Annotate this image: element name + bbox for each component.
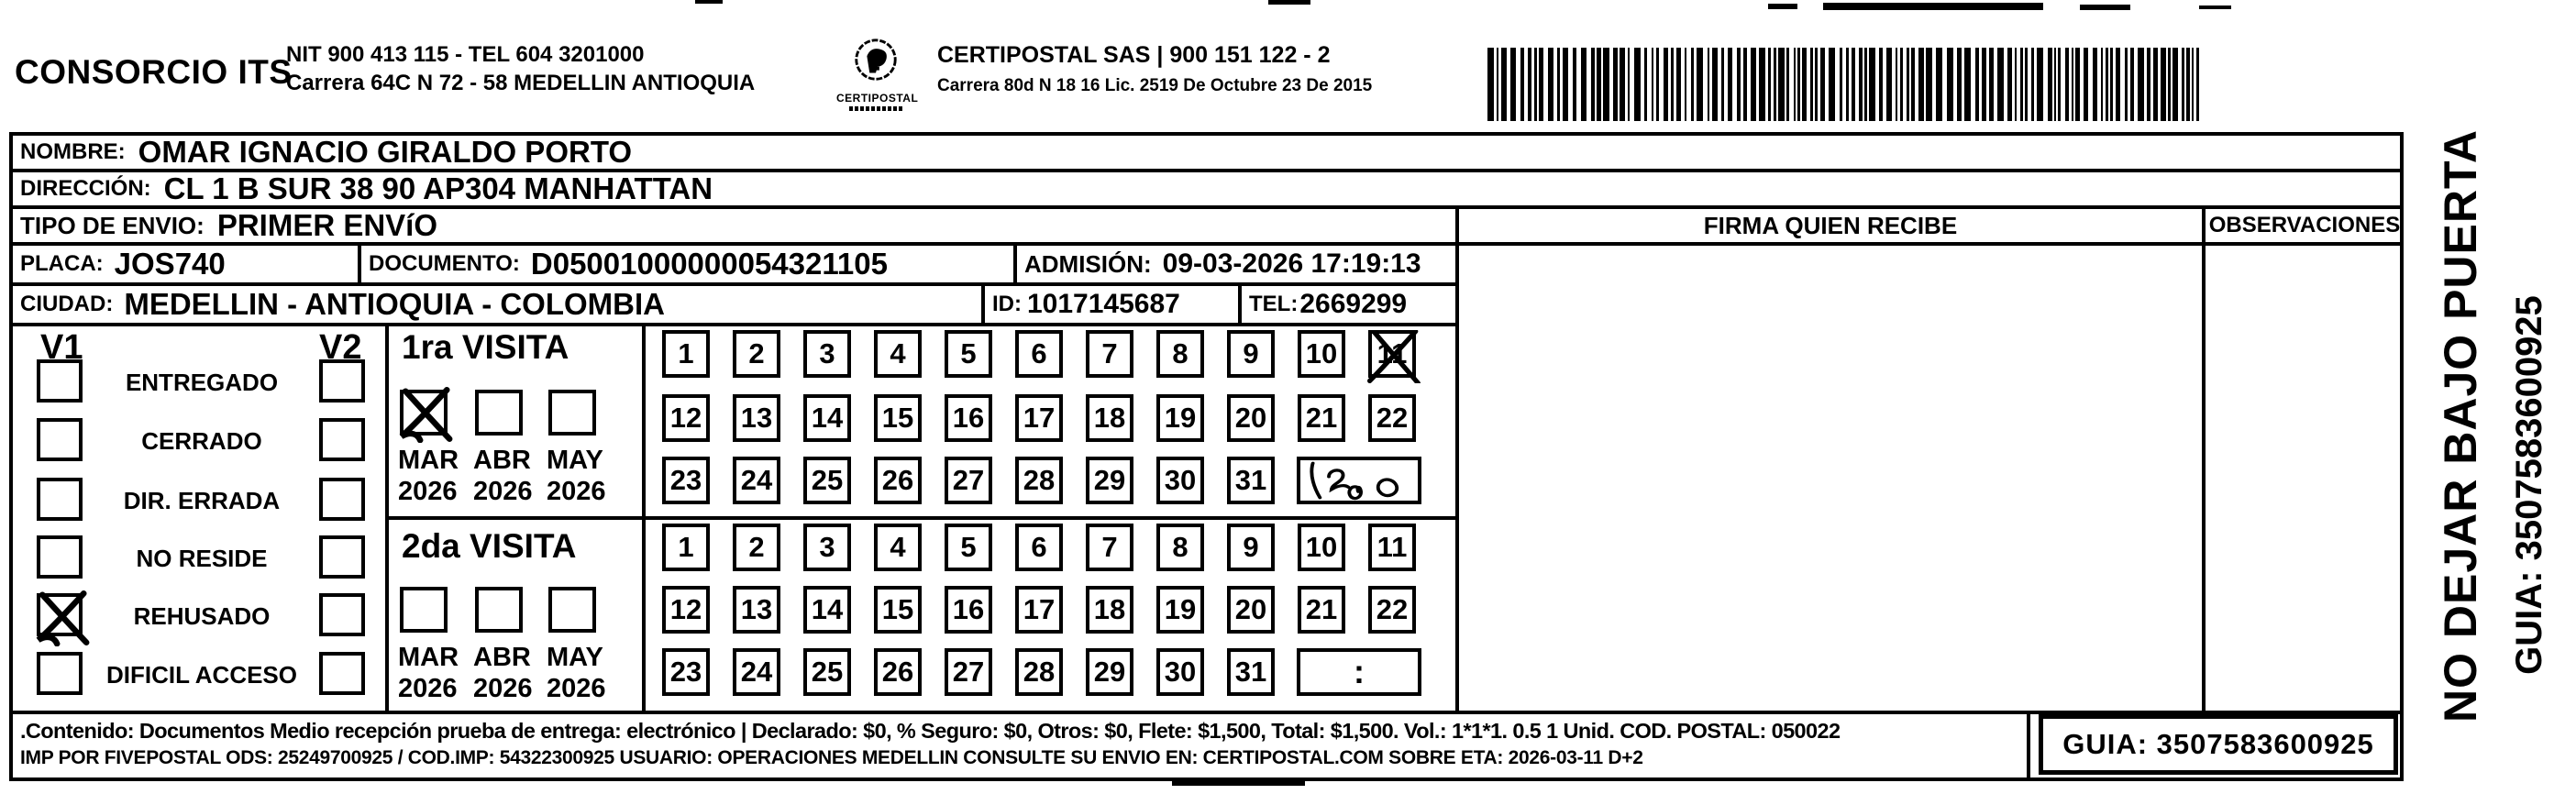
side-guia-number: GUIA: 3507583600925 [2509,295,2549,675]
day-cell-13: 13 [733,394,780,442]
sender-company-info [286,40,755,97]
barcode [1487,48,2217,121]
day-cell-1: 1 [662,524,710,571]
month-option-abr [473,587,533,704]
month-name: MAR [398,643,459,672]
checkbox-v2 [319,359,365,403]
placa-cell [13,246,361,282]
sender-info-line1: NIT 900 413 115 - TEL 604 3201000 [286,42,645,67]
scan-artifact [1268,0,1310,5]
status-option-label: REHUSADO [133,602,271,630]
month-checkbox [400,587,448,633]
second-visit-day-grid [646,520,1455,711]
certipostal-logo-icon [849,37,902,86]
day-cell-15: 15 [874,394,922,442]
month-checkbox [548,390,596,436]
day-cell-14: 14 [803,586,851,634]
day-cell-22: 22 [1368,394,1416,442]
logo-fine-print [849,106,902,111]
ciudad-cell [13,286,985,323]
day-cell-1: 1 [662,330,710,378]
month-checkbox [400,390,448,436]
day-cell-29: 29 [1086,648,1133,696]
tipo-envio-value: PRIMER ENVíO [216,208,438,242]
month-name: ABR [473,446,531,475]
ciudad-value: MEDELLIN - ANTIOQUIA - COLOMBIA [124,287,665,321]
scan-artifact [1823,3,2043,10]
checkbox-v1 [37,593,83,636]
day-cell-16: 16 [945,394,992,442]
day-cell-23: 23 [662,648,710,696]
day-cell-19: 19 [1156,394,1204,442]
delivery-form-table [9,132,2404,781]
placa-value: JOS740 [114,247,226,281]
time-entry-box: : [1297,648,1421,696]
day-cell-14: 14 [803,394,851,442]
month-name: MAR [398,446,459,475]
handwritten-x-mark [33,590,92,646]
day-cell-13: 13 [733,586,780,634]
month-option-may [547,390,606,507]
day-cell-24: 24 [733,457,780,504]
day-cell-9: 9 [1227,524,1275,571]
day-cell-4: 4 [874,330,922,378]
day-cell-22: 22 [1368,586,1416,634]
day-cell-21: 21 [1298,394,1345,442]
month-option-mar [398,587,459,704]
handwritten-strike-mark [1367,330,1421,383]
day-row [662,457,1275,496]
signature-area [1455,209,2400,711]
shipment-details-line1: .Contenido: Documentos Medio recepción prueba de entrega: electrónico | Declarado: $0, % Seguro: $0, Otros: $0, Flete: $1,500, Total: $1,500. Vol.: 1*1*1. 0.5 1 Unid. COD. POSTAL: 050022 [20,719,1841,743]
second-visit-title: 2da VISITA [402,527,577,565]
first-visit-months [389,326,642,520]
day-cell-12: 12 [662,394,710,442]
direccion-label: DIRECCIÓN: [20,176,151,201]
day-cell-6: 6 [1015,330,1063,378]
carrier-info-line1: CERTIPOSTAL SAS | 900 151 122 - 2 [937,42,1331,68]
day-cell-8: 8 [1156,524,1204,571]
day-calendar-column [646,326,1455,711]
day-cell-21: 21 [1298,586,1345,634]
day-cell-8: 8 [1156,330,1204,378]
ciudad-row [13,286,1455,326]
day-cell-28: 28 [1015,648,1063,696]
status-option-label: CERRADO [141,427,262,455]
month-name: MAY [547,643,603,672]
scan-artifact [1768,4,1797,9]
day-cell-29: 29 [1086,457,1133,504]
status-row [13,478,385,524]
status-row [13,593,385,639]
day-cell-30: 30 [1156,648,1204,696]
visit-month-column [389,326,646,711]
logo-caption: CERTIPOSTAL [836,92,919,105]
day-cell-6: 6 [1015,524,1063,571]
day-cell-24: 24 [733,648,780,696]
visits-section [13,326,1455,711]
status-option-label: NO RESIDE [136,545,268,572]
month-year: 2026 [547,674,606,703]
day-cell-15: 15 [874,586,922,634]
checkbox-v2 [319,478,365,521]
handwritten-note-box [1297,457,1421,504]
day-cell-5: 5 [945,524,992,571]
day-cell-2: 2 [733,524,780,571]
day-cell-17: 17 [1015,586,1063,634]
v1-header: V1 [40,328,83,367]
checkbox-v1 [37,418,83,461]
day-row [662,394,1416,434]
day-row [662,524,1416,571]
day-cell-5: 5 [945,330,992,378]
day-cell-3: 3 [803,524,851,571]
day-row [662,648,1275,688]
direccion-value: CL 1 B SUR 38 90 AP304 MANHATTAN [163,171,713,205]
month-option-abr [473,390,533,507]
day-cell-25: 25 [803,648,851,696]
sender-info-line2: Carrera 64C N 72 - 58 MEDELLIN ANTIOQUIA [286,71,756,95]
scan-artifact [2080,5,2130,10]
day-cell-3: 3 [803,330,851,378]
month-name: MAY [547,446,603,475]
nombre-row [13,136,2400,172]
tel-label: TEL: [1249,292,1299,316]
firma-header: FIRMA QUIEN RECIBE [1703,211,1958,239]
day-cell-10: 10 [1298,524,1345,571]
month-checkbox [475,587,523,633]
day-cell-27: 27 [945,648,992,696]
id-value: 1017145687 [1027,289,1180,319]
day-cell-7: 7 [1086,524,1133,571]
nombre-label: NOMBRE: [20,139,126,164]
day-cell-17: 17 [1015,394,1063,442]
carrier-info-line2: Carrera 80d N 18 16 Lic. 2519 De Octubre 23 De 2015 [937,76,1373,95]
month-checkbox [548,587,596,633]
id-cell [985,286,1242,323]
day-cell-26: 26 [874,457,922,504]
first-visit-title: 1ra VISITA [402,328,569,366]
status-panel [13,326,389,711]
status-row [13,359,385,405]
day-cell-11: 11 [1368,330,1416,378]
day-cell-12: 12 [662,586,710,634]
observaciones-header: OBSERVACIONES [2208,213,2401,237]
sender-company-name: CONSORCIO ITS [15,53,293,91]
admision-label: ADMISIÓN: [1024,249,1152,278]
month-option-may [547,587,606,704]
nombre-value: OMAR IGNACIO GIRALDO PORTO [138,135,633,169]
day-row [662,586,1416,623]
day-cell-25: 25 [803,457,851,504]
admision-cell [1017,246,1455,282]
tel-cell [1242,286,1455,323]
tipo-envio-label: TIPO DE ENVIO: [20,211,205,239]
month-year: 2026 [473,477,533,506]
status-row [13,535,385,581]
direccion-row [13,172,2400,209]
checkbox-v1 [37,359,83,403]
day-cell-30: 30 [1156,457,1204,504]
id-label: ID: [992,292,1022,316]
day-cell-11: 11 [1368,524,1416,571]
admision-value: 09-03-2026 17:19:13 [1162,248,1421,279]
month-name: ABR [473,643,531,672]
day-cell-19: 19 [1156,586,1204,634]
day-cell-10: 10 [1298,330,1345,378]
checkbox-v1 [37,535,83,579]
day-cell-18: 18 [1086,586,1133,634]
status-option-label: DIFICIL ACCESO [105,661,297,689]
scan-artifact [2199,6,2231,9]
documento-label: DOCUMENTO: [369,251,520,276]
placa-row [13,246,1455,286]
side-warning-text: NO DEJAR BAJO PUERTA [2435,129,2486,722]
day-row [662,330,1416,378]
guia-number-box: GUIA: 3507583600925 [2039,714,2398,775]
certipostal-logo [836,37,919,111]
day-cell-20: 20 [1227,394,1275,442]
day-cell-31: 31 [1227,457,1275,504]
day-cell-2: 2 [733,330,780,378]
day-cell-20: 20 [1227,586,1275,634]
checkbox-v2 [319,593,365,636]
handwritten-x-mark [396,386,455,443]
footer-row [13,711,2400,777]
month-year: 2026 [398,674,458,703]
carrier-info [937,42,1372,96]
handwritten-scribble [1300,460,1418,501]
day-cell-9: 9 [1227,330,1275,378]
day-cell-7: 7 [1086,330,1133,378]
month-checkbox [475,390,523,436]
day-cell-28: 28 [1015,457,1063,504]
day-cell-18: 18 [1086,394,1133,442]
first-visit-day-grid [646,326,1455,520]
day-cell-26: 26 [874,648,922,696]
placa-label: PLACA: [20,251,104,276]
day-cell-27: 27 [945,457,992,504]
day-cell-16: 16 [945,586,992,634]
month-year: 2026 [398,477,458,506]
documento-value: D05001000000054321105 [530,247,888,281]
checkbox-v2 [319,535,365,579]
shipment-details-cell [13,714,2030,777]
day-cell-31: 31 [1227,648,1275,696]
ciudad-label: CIUDAD: [20,292,114,316]
checkbox-v1 [37,652,83,695]
shipment-details-line2: IMP POR FIVEPOSTAL ODS: 25249700925 / COD.IMP: 54322300925 USUARIO: OPERACIONES MEDELLIN CONSULTE SU ENVIO EN: CERTIPOSTAL.COM SOBRE ETA: 2026-03-11 D+2 [20,747,1643,768]
tipo-envio-row [13,209,1455,246]
checkbox-v2 [319,418,365,461]
v2-header: V2 [319,328,362,367]
tel-value: 2669299 [1299,289,1408,319]
status-option-label: DIR. ERRADA [123,487,281,514]
month-year: 2026 [473,674,533,703]
scan-artifact [695,0,723,4]
checkbox-v2 [319,652,365,695]
day-cell-4: 4 [874,524,922,571]
status-row [13,652,385,698]
checkbox-v1 [37,478,83,521]
month-option-mar [398,390,459,507]
status-row [13,418,385,464]
second-visit-months [389,520,642,711]
observaciones-column [2202,209,2404,711]
status-option-label: ENTREGADO [125,369,279,396]
day-cell-23: 23 [662,457,710,504]
month-year: 2026 [547,477,606,506]
documento-cell [361,246,1017,282]
